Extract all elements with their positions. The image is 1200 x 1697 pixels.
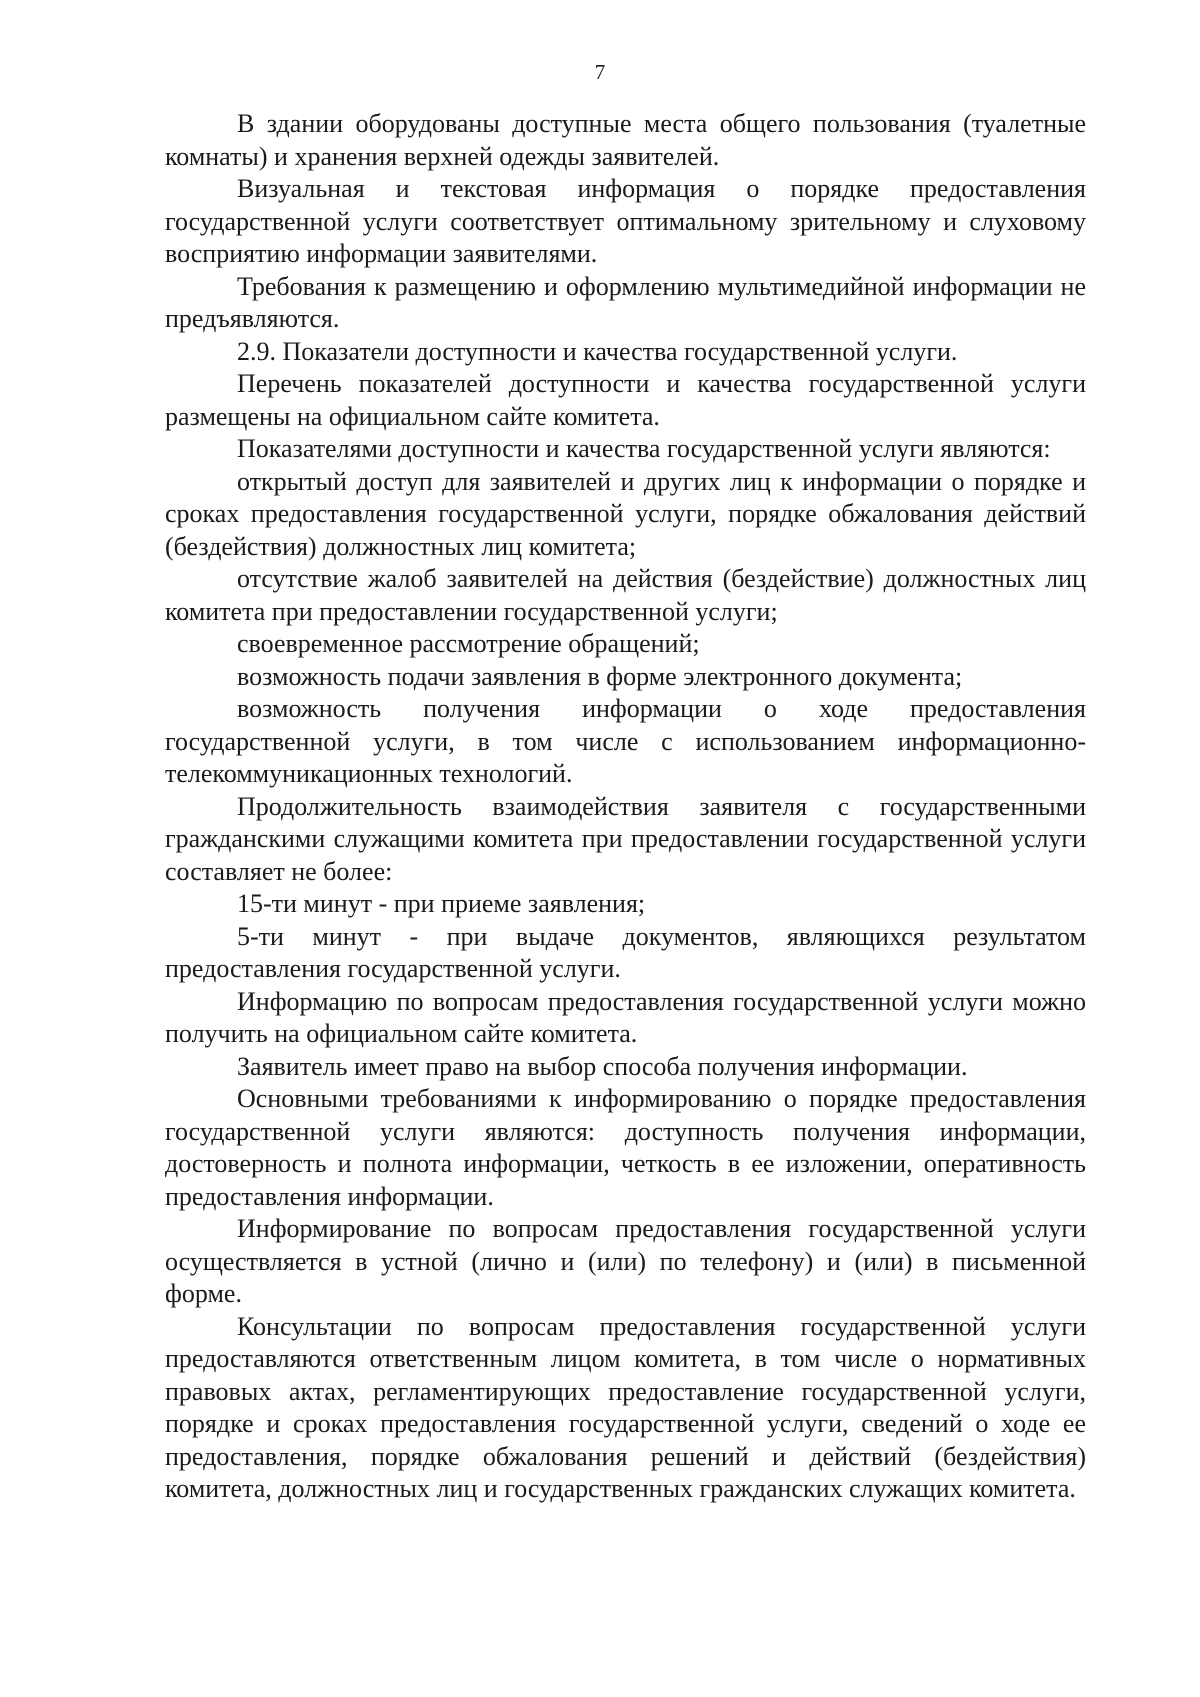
paragraph: Показателями доступности и качества государственной услуги являются: xyxy=(237,434,1051,463)
paragraph: В здании оборудованы доступные места общего пользования (туалетные комнаты) и хранения верхней одежды заявителей. xyxy=(165,109,1086,171)
section-heading: 2.9. Показатели доступности и качества государственной услуги. xyxy=(237,336,958,366)
list-item: возможность подачи заявления в форме электронного документа; xyxy=(237,661,963,691)
paragraph: Основными требованиями к информированию о порядке предоставления государственной услуги являются: доступность получения информации, достоверность и полнота информации, четкость в ее изложении, оперативность предоставления информации. xyxy=(165,1084,1086,1211)
list-item: возможность получения информации о ходе предоставления государственной услуги, в том числе с использованием информационно-телекоммуникационных технологий. xyxy=(165,694,1086,788)
paragraph: Продолжительность взаимодействия заявителя с государственными гражданскими служащими комитета при предоставлении государственной услуги составляет не более: xyxy=(165,791,1086,886)
paragraph: Информирование по вопросам предоставления государственной услуги осуществляется в устной (лично и (или) по телефону) и (или) в письменной форме. xyxy=(165,1214,1086,1308)
page-number: 7 xyxy=(594,60,606,84)
list-item: 15-ти минут - при приеме заявления; xyxy=(237,889,646,918)
list-item: 5-ти минут - при выдаче документов, являющихся результатом предоставления государственной услуги. xyxy=(165,921,1086,983)
document-body xyxy=(165,108,1086,1506)
paragraph: Консультации по вопросам предоставления государственной услуги предоставляются ответственным лицом комитета, в том числе о нормативных правовых актах, регламентирующих предоставление государственной услуги, порядке и сроках предоставления государственной услуги, сведений о ходе ее предоставления, порядке обжалования решений и действий (бездействия) комитета, должностных лиц и государственных гражданских служащих комитета. xyxy=(165,1311,1086,1503)
list-item: своевременное рассмотрение обращений; xyxy=(237,629,700,658)
paragraph: Информацию по вопросам предоставления государственной услуги можно получить на официальном сайте комитета. xyxy=(165,986,1086,1048)
list-item: отсутствие жалоб заявителей на действия (бездействие) должностных лиц комитета при предоставлении государственной услуги; xyxy=(165,564,1086,626)
paragraph: Перечень показателей доступности и качества государственной услуги размещены на официальном сайте комитета. xyxy=(165,369,1086,431)
list-item: открытый доступ для заявителей и других лиц к информации о порядке и сроках предоставления государственной услуги, порядке обжалования действий (бездействия) должностных лиц комитета; xyxy=(165,466,1086,561)
paragraph: Требования к размещению и оформлению мультимедийной информации не предъявляются. xyxy=(165,271,1086,333)
paragraph: Визуальная и текстовая информация о порядке предоставления государственной услуги соответствует оптимальному зрительному и слуховому восприятию информации заявителями. xyxy=(165,174,1086,268)
paragraph: Заявитель имеет право на выбор способа получения информации. xyxy=(237,1051,968,1081)
